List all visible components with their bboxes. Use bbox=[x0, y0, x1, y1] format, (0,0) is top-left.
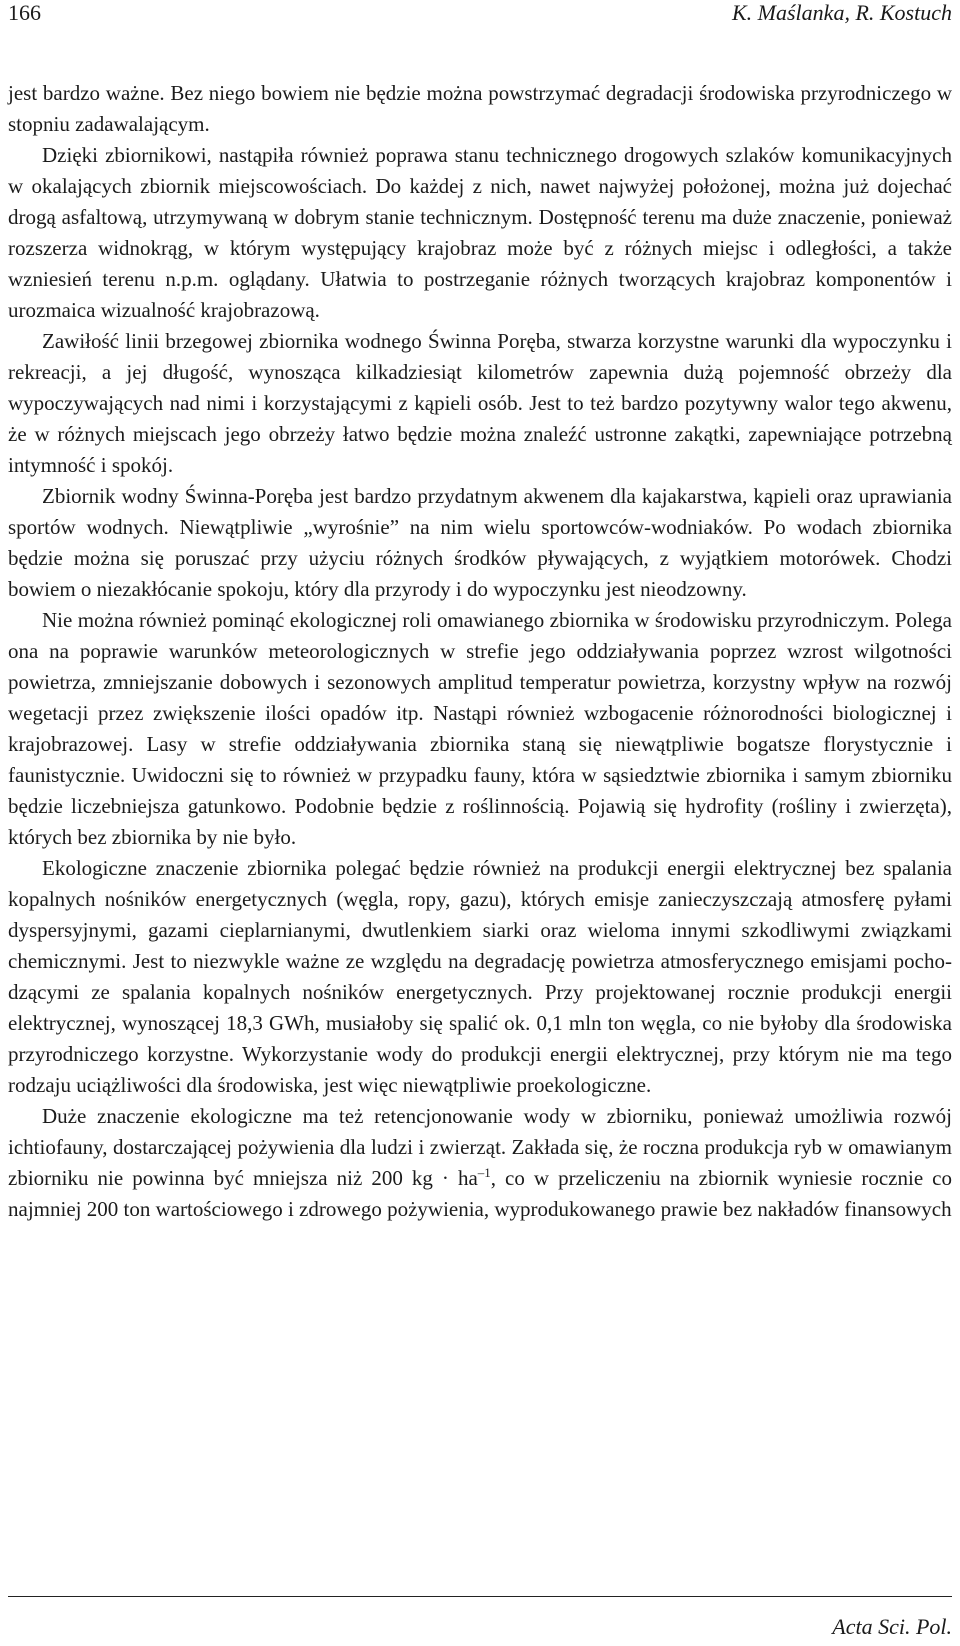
fish-text-before: Duże znaczenie ekologiczne ma też retencjonowanie wody w zbiorniku, ponieważ umożliwia rozwój ichtiofauny, dostarczającej pożywienia dla ludzi i zwierząt. Zakłada się, że roczna produkcja ryb w omawianym zbiorniku nie powinna być mniejsza niż 200 kg · ha bbox=[8, 1104, 952, 1190]
page-number: 166 bbox=[8, 0, 41, 25]
journal-footer: Acta Sci. Pol. bbox=[832, 1614, 952, 1639]
paragraph-water-sports: Zbiornik wodny Świnna-Poręba jest bardzo przydatnym akwenem dla kajakarstwa, kąpieli oraz uprawiania sportów wodnych. Niewątpliwie „wyrośnie” na nim wielu sportowców-wodniaków. Po wodach zbiornika będzie można się poruszać przy użyciu różnych środków pływających, z wyjątkiem motorówek. Chodzi bowiem o niezakłócanie spokoju, który dla przyrody i do wypoczynku jest nieodzowny. bbox=[8, 484, 952, 601]
running-header bbox=[8, 0, 952, 30]
body-text bbox=[8, 78, 952, 1225]
paragraph-shoreline: Zawiłość linii brzegowej zbiornika wodnego Świnna Poręba, stwarza korzystne warunki dla wypoczynku i rekreacji, a jej długość, wynosząca kilkadziesiąt kilometrów zapewnia dużą pojemność obrzeży dla wypoczywających nad nimi i korzystającymi z kąpieli osób. Jest to też bardzo pozytywny walor tego akwenu, że w różnych miejscach jego obrzeży łatwo będzie można znaleźć ustronne zakątki, zapewniające potrzebną intymność i spokój. bbox=[8, 329, 952, 477]
paragraph-energy: Ekologiczne znaczenie zbiornika polegać będzie również na produkcji energii elektrycznej bez spalania kopalnych nośników energetycznych (węgla, ropy, gazu), których emisje zanieczyszczają atmosferę pyłami dyspersyjnymi, gazami cieplarnianymi, dwutlenkiem siarki oraz wieloma innymi szkodliwymi związkami chemicznymi. Jest to niezwykle ważne ze względu na degradację powietrza atmosferycznego emisjami pochodzącymi ze spalania kopalnych nośników energetycznych. Przy projektowanej rocznie produkcji energii elektrycznej, wynoszącej 18,3 GWh, musiałoby się spalić ok. 0,1 mln ton węgla, co nie byłoby dla środowiska przyrodniczego korzystne. Wykorzystanie wody do produkcji energii elektrycznej, przy którym nie ma tego rodzaju uciążliwości dla środowiska, jest więc niewątpliwie proekologiczne. bbox=[8, 856, 952, 1097]
paragraph-roads: Dzięki zbiornikowi, nastąpiła również poprawa stanu technicznego drogowych szlaków komunikacyjnych w okalających zbiornik miejscowościach. Do każdej z nich, nawet najwyżej położonej, można już dojechać drogą asfaltową, utrzymywaną w dobrym stanie technicznym. Dostępność terenu ma duże znaczenie, ponieważ rozszerza widnokrąg, w którym występujący krajobraz może być z różnych miejsc i odległości, a także wzniesień terenu n.p.m. oglądany. Ułatwia to postrzeganie różnych tworzących krajobraz komponentów i urozmaica wizualność krajobrazową. bbox=[8, 143, 952, 322]
unit-exponent: –1 bbox=[477, 1165, 491, 1180]
paragraph-fish-production bbox=[8, 1101, 952, 1225]
paragraph-continuation: jest bardzo ważne. Bez niego bowiem nie będzie można powstrzymać degradacji środowiska przyrodniczego w stopniu zadawalającym. bbox=[8, 81, 952, 136]
running-header-authors: K. Maślanka, R. Kostuch bbox=[732, 0, 952, 25]
footer-rule bbox=[8, 1596, 952, 1597]
paragraph-ecological-role: Nie można również pominąć ekologicznej roli omawianego zbiornika w środowisku przyrodniczym. Polega ona na poprawie warunków meteorologicznych w strefie jego oddziaływania poprzez wzrost wilgotności powietrza, zmniejszanie dobowych i sezonowych amplitud temperatur powietrza, korzystny wpływ na rozwój wegetacji przez zwiększenie ilości opadów itp. Nastąpi również wzbogacenie różnorodności biologicznej i krajobrazowej. Lasy w strefie oddziaływania zbiornika staną się niewątpliwie bogatsze florystycznie i faunistycznie. Uwidoczni się to również w przypadku fauny, która w sąsiedztwie zbiornika i samym zbiorniku będzie liczebniejsza gatunkowo. Podobnie będzie z roślinnością. Pojawią się hydrofity (rośliny i zwierzęta), których bez zbiornika by nie było. bbox=[8, 608, 952, 849]
fish-text-after: , co w przeliczeniu na zbiornik wyniesie rocznie co najmniej 200 ton wartościowego i zdrowego pożywienia, wyprodukowanego prawie bez nakładów finansowych bbox=[8, 1166, 952, 1221]
